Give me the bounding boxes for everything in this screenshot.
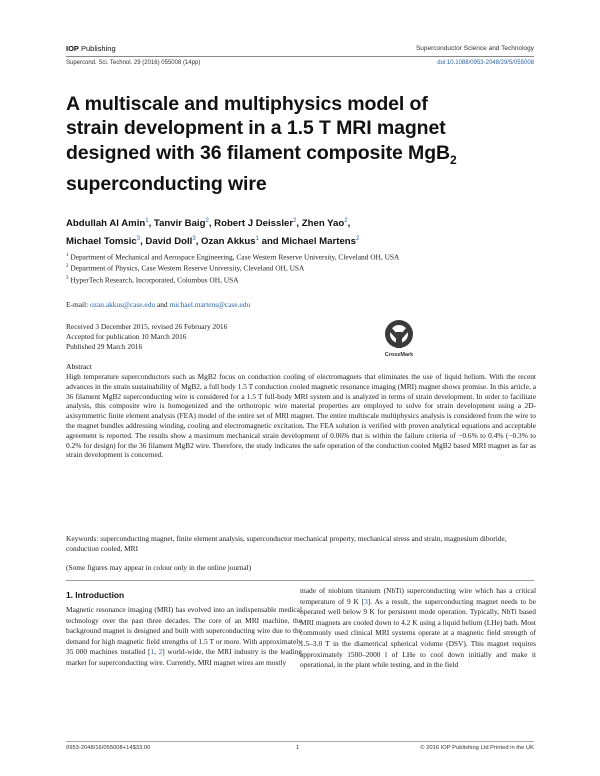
email-link-2[interactable]: michael.martens@case.edu [169,300,251,309]
author: Abdullah Al Amin [66,218,146,230]
footer-rule [66,741,534,742]
publication-dates [66,322,227,351]
page-number: 1 [296,745,300,751]
date-published: Published 29 March 2016 [66,341,143,351]
title-line-2: strain development in a 1.5 T MRI magnet [66,117,446,140]
citation-link[interactable]: 3 [364,596,368,606]
date-accepted: Accepted for publication 10 March 2016 [66,331,187,341]
author-affil-ref[interactable]: 2 [355,235,360,242]
author-affil-ref[interactable]: 3 [136,235,141,242]
text-run: Magnetic resonance imaging (MRI) has evolved into an indispensable medical technology over the past three decades. The core of an MRI machine, the background magnet is designed and built with superconducting wire due to the demand for high magnetic field strengths of 1.5 T or more. With approximately 35 000 machines installed [ [66,605,302,657]
paragraph [300,586,536,671]
publisher-logo [66,44,116,53]
author-and: and [258,235,282,247]
section-divider [66,580,534,581]
author: Robert J Deissler [214,218,294,230]
affiliation-number: 1 [66,253,69,258]
journal-name: Superconductor Science and Technology [415,45,534,52]
affiliation-text: Department of Physics, Case Western Reserve University, Cleveland OH, USA [70,263,305,273]
author-affil-ref[interactable]: 2 [205,218,209,224]
publisher-logo-bold: IOP [66,44,79,53]
section-heading-introduction: 1. Introduction [66,590,125,600]
author-separator: , [296,218,302,230]
author-separator: , [208,218,215,230]
author: Tanvir Baig [153,218,206,230]
citation-link[interactable]: 1 [150,647,155,657]
author-affil-ref[interactable]: 1 [255,235,259,242]
author: Michael Tomsic [66,235,137,247]
text-run: made of niobium titanium (NbTi) superconducting wire which has a critical temperature of 9 K [ [300,586,536,606]
paper-title [66,92,536,197]
title-line-4: superconducting wire [66,173,267,196]
email-label: E-mail: [66,300,91,309]
text-run: ] world-wide, the MRI industry is the leading market for superconducting wire. Currently, MRI magnet wires are mostly [66,647,302,667]
crossmark-label: CrossMark [384,352,414,358]
header-rule [66,56,534,57]
footer-issn: 0953-2048/16/055008+14$33.00 [66,745,151,751]
author: Michael Martens [281,235,356,247]
affiliations [66,251,536,285]
email-link-1[interactable]: ozan.akkus@case.edu [90,300,156,309]
author-list [66,214,536,249]
paragraph [66,605,302,669]
title-subscript: 2 [450,152,457,167]
contact-email [66,300,250,309]
email-and: and [155,300,170,309]
author-affil-ref[interactable]: 2 [293,218,297,224]
affiliation-text: HyperTech Research, Incorporated, Columbus OH, USA [70,275,239,284]
author-affil-ref[interactable]: 2 [344,218,348,224]
author-affil-ref[interactable]: 1 [145,218,149,224]
author-separator: , [347,218,351,230]
abstract-heading: Abstract [66,362,92,371]
crossmark-badge[interactable] [381,318,417,362]
author-separator: , [195,235,202,247]
doi-link[interactable]: doi:10.1088/0953-2048/29/5/055008 [437,60,534,66]
keywords: Keywords: superconducting magnet, finite element analysis, superconductor mechanical property, mechanical stress and strain, magnesium diboride, conduction cooled, MRI [66,534,507,553]
footer-copyright: © 2016 IOP Publishing Ltd Printed in the UK [420,745,534,751]
author-affil-ref[interactable]: 3 [192,235,196,242]
title-line-3 [66,141,536,172]
author-separator: , [140,235,146,247]
affiliation [66,274,536,285]
author: David Doll [145,235,193,247]
title-line-1: A multiscale and multiphysics model of [66,93,428,115]
text-run: ]. As a result, the superconducting magnet needs to be operated well below 9 K for persistent mode operation. Typically, NbTi based MRI magnets are cooled down to 4.2 K using a liquid helium (LHe) bath. Most commonly used clinical MRI systems operate at a magnetic field strength of 1.5–3.0 T in the diametrical spherical volume (DSV). This magnet requires approximately 1500–2000 l of LHe to cool down initially and make it operational, in the plant while testing, and in the field [300,596,536,670]
body-column-left [66,605,302,669]
publisher-logo-rest: Publishing [78,44,116,53]
affiliation-number: 2 [66,264,69,270]
affiliation [66,262,536,273]
author-separator: , [148,218,154,230]
abstract-body: High temperature superconductors such as MgB2 focus on conduction cooling of electromagnets that eliminates the use of liquid helium. With the recent advances in the strain sustainability of MgB2, a full body 1.5 T conduction cooled magnetic resonance imaging (MRI) magnet shows promise. In this article, a 36 filament MgB2 superconducting wire is considered for a 1.5 T full-body MRI system and is analyzed in terms of strain development. In order to facilitate analysis, this composite wire is homogenized and the orthotropic wire material properties are employed to solve for strain development using a 2D-axisymmetric finite element analysis (FEA) model of the entire set of MRI magnet. The entire multiscale multiphysics analysis is considered from the wire to the magnet bundles addressing winding, cooling and electromagnetic excitation. The FEA solution is verified with proven analytical equations and acceptable agreement is reported. The results show a maximum mechanical strain development of 0.06% that is within the failure criteria of −0.6% to 0.4% (−0.3% to 0.2% for design) for the 36 filament MgB2 wire. Therefore, the study indicates the safe operation of the conduction cooled MgB2 based MRI magnet as far as strain development is concerned. [66,372,536,460]
citation-link[interactable]: 2 [158,647,163,657]
author: Zhen Yao [301,218,345,230]
citation: Supercond. Sci. Technol. 29 (2016) 055008 (14pp) [66,60,201,66]
affiliation-text: Department of Mechanical and Aerospace Engineering, Case Western Reserve University, Cleveland OH, USA [70,252,400,262]
body-column-right [300,586,536,671]
affiliation-number: 3 [66,275,69,281]
colour-note: (Some figures may appear in colour only in the online journal) [66,563,252,572]
text-run: , [154,647,159,657]
affiliation [66,251,536,262]
author: Ozan Akkus [201,235,256,247]
title-line-3-text: designed with 36 filament composite MgB [66,141,450,164]
date-received: Received 3 December 2015, revised 26 February 2016 [66,322,228,331]
